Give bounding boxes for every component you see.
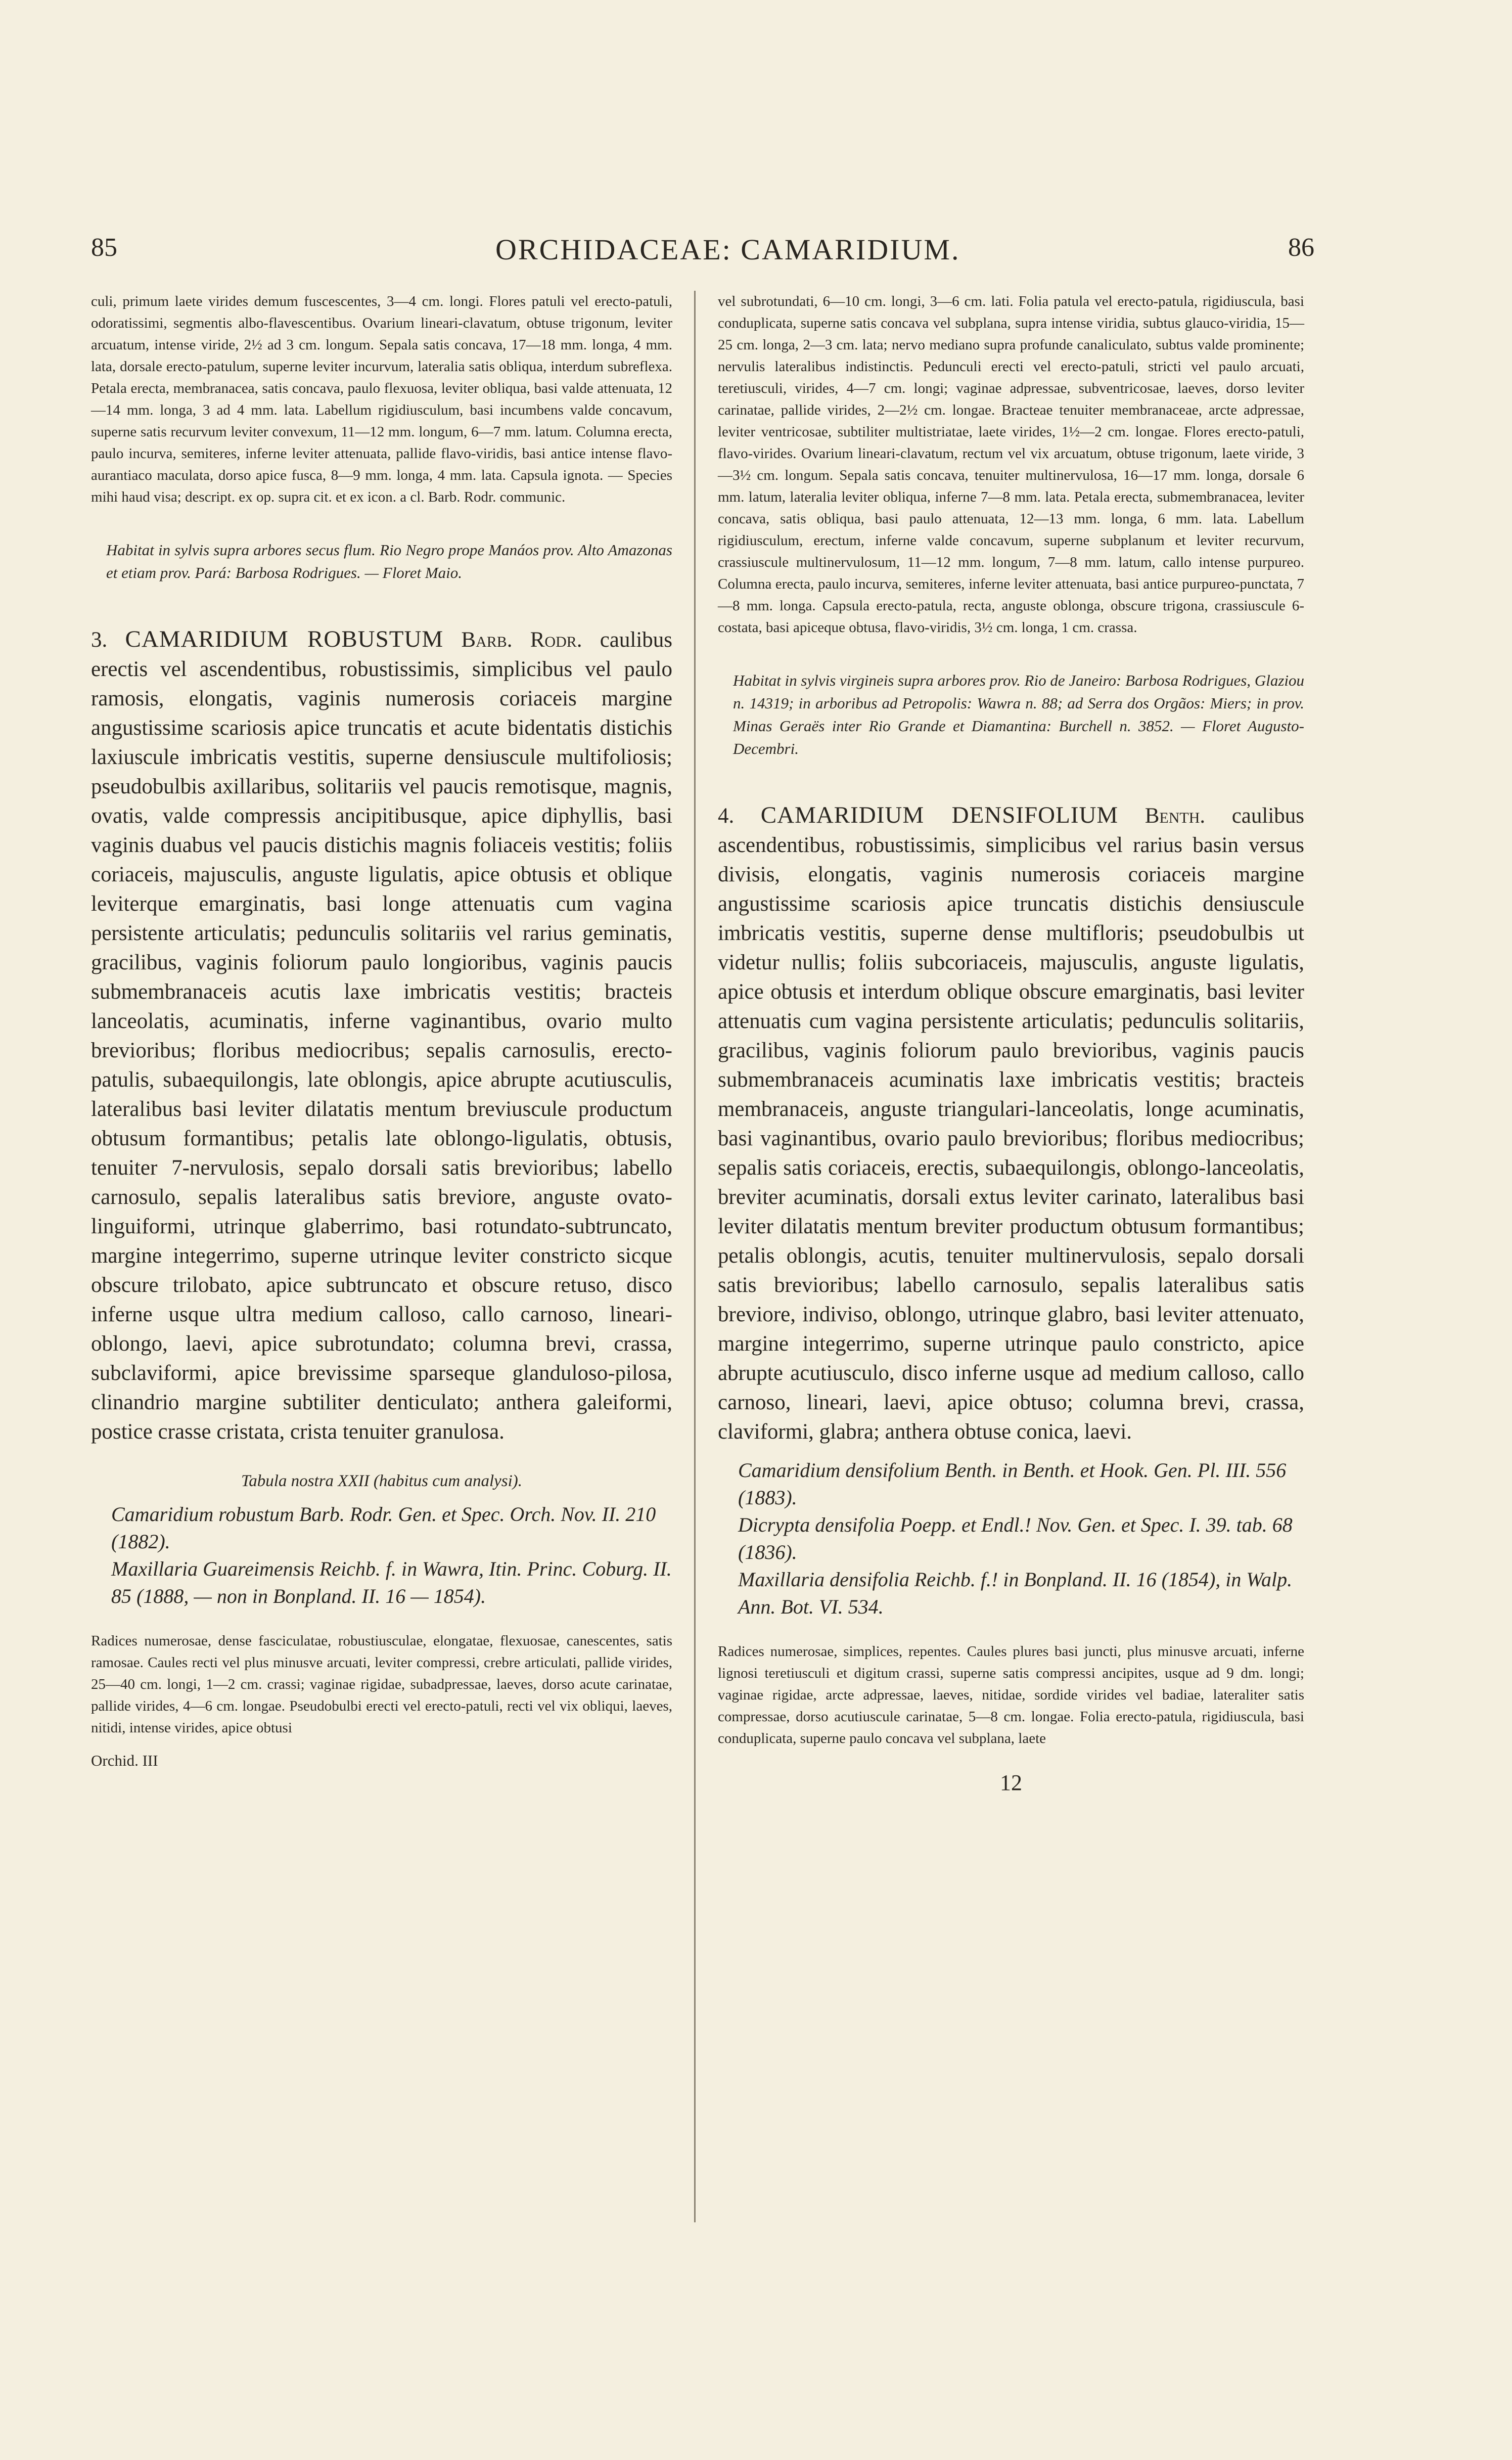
left-page-number: 85 <box>91 233 117 262</box>
page-header <box>91 233 1314 278</box>
habitat-note: Habitat in sylvis supra arbores secus flum. Rio Negro prope Manáos prov. Alto Amazonas et etiam prov. Pará: Barbosa Rodrigues. — Floret Maio. <box>106 541 672 582</box>
synonymy <box>718 1457 1304 1621</box>
signature-mark: 12 <box>1000 1770 1022 1795</box>
species-number: 3. <box>91 628 108 652</box>
species-entry <box>91 624 672 1447</box>
plate-reference: Tabula nostra XXII (habitus cum analysi). <box>241 1472 523 1490</box>
synonym: Camaridium densifolium Benth. in Benth. et Hook. Gen. Pl. III. 556 (1883). <box>738 1459 1287 1509</box>
species-name: CAMARIDIUM DENSIFOLIUM <box>760 802 1119 828</box>
species-name: CAMARIDIUM ROBUSTUM <box>125 626 444 652</box>
description-paragraph: vel subrotundati, 6—10 cm. longi, 3—6 cm. lati. Folia patula vel erecto-patula, rigidiuscula, basi conduplicata, superne satis concava vel subplana, supra intense viridia, subtus glauco-viridia, 15—25 cm. longa, 2—3 cm. lata; nervo mediano supra profunde canaliculato, subtus valde prominente; nervulis lateralibus indistinctis. Pedunculi erecti vel erecto-patuli, stricti vel paulo arcuati, teretiusculi, virides, 4—7 cm. longi; vaginae adpressae, subventricosae, laeves, dorso leviter carinatae, pallide virides, 2—2½ cm. longae. Bracteae tenuiter membranaceae, arcte adpressae, leviter ventricosae, subtiliter multistriatae, laete virides, 1½—2 cm. longae. Flores erecto-patuli, flavo-virides. Ovarium lineari-clavatum, rectum vel vix arcuatum, obtuse trigonum, laete viride, 3—3½ cm. longum. Sepala satis concava, tenuiter multinervulosa, 16—17 mm. longa, dorsale 6 mm. latum, lateralia leviter obliqua, inferne 7—8 mm. lata. Petala erecta, submembranacea, leviter concava, satis obliqua, basi paulo attenuata, 12—13 mm. longa, 6 mm. lata. Labellum rigidiusculum, erectum, inferne valde concavum, superne subplanum et leviter recurvum, crassiuscule multinervulosum, 11—12 mm. longum, 7—8 mm. latum, callo intense purpureo. Columna erecta, paulo incurva, semiteres, inferne leviter attenuata, basi antice purpureo-punctata, 7—8 mm. longa. Capsula erecto-patula, recta, anguste oblonga, obscure trigona, crassiuscule 6-costata, basi apiceque obtusa, flavo-viridis, 3½ cm. longa, 1 cm. crassa. <box>718 293 1304 636</box>
species-author: Barb. Rodr. <box>461 628 582 652</box>
right-page-number: 86 <box>1288 233 1314 262</box>
species-diagnosis: caulibus ascendentibus, robustissimis, simplicibus vel rarius basin versus divisis, elongatis, vaginis numerosis coriaceis margine angustissime scariosis apice truncatis distichis densiuscule imbricatis vestitis, superne dense multifloris; pseudobulbis ut videtur nullis; foliis subcoriaceis, majusculis, anguste ligulatis, apice obtusis et interdum oblique obscure emarginatis, basi leviter attenuatis cum vagina persistente articulatis; pedunculis solitariis, gracilibus, vaginis foliorum paulo brevioribus, vaginis paucis submembranaceis acuminatis laxe imbricatis vestitis; bracteis membranaceis, anguste triangulari-lanceolatis, longe acuminatis, basi vaginantibus, ovario paulo brevioribus; floribus mediocribus; sepalis satis coriaceis, erectis, subaequilongis, oblongo-lanceolatis, breviter acuminatis, dorsali extus leviter carinato, lateralibus basi leviter dilatatis mentum breviter productum obtusum formantibus; petalis oblongis, acutis, tenuiter multinervulosis, sepalo dorsali satis brevioribus; labello carnosulo, sepalis lateralibus satis breviore, indiviso, oblongo, utrinque glabro, basi leviter attenuato, margine integerrimo, superne utrinque paulo constricto, apice abrupte acutiusculo, disco inferne usque ad medium calloso, callo carnoso, lineari, laevi, apice obtuso; columna brevi, crassa, claviformi, glabra; anthera obtuse conica, laevi. <box>718 804 1305 1444</box>
synonym: Camaridium robustum Barb. Rodr. Gen. et Spec. Orch. Nov. II. 210 (1882). <box>111 1503 656 1553</box>
species-diagnosis: caulibus erectis vel ascendentibus, robustissimis, simplicibus vel paulo ramosis, elongatis, vaginis numerosis coriaceis margine angustissime scariosis apice truncatis et acute bidentatis distichis laxiuscule imbricatis vestitis, superne densiuscule multifoliosis; pseudobulbis axillaribus, solitariis vel paucis remotisque, magnis, ovatis, valde compressis ancipitibusque, apice diphyllis, basi vaginis duabus vel paucis distichis magnis foliaceis vestitis; foliis coriaceis, majusculis, anguste ligulatis, apice obtusis et oblique leviterque emarginatis, basi longe attenuatis cum vagina persistente articulatis; pedunculis solitariis vel rarius geminatis, gracilibus, vaginis foliorum paulo longioribus, vaginis paucis submembranaceis acutis laxe imbricatis vestitis; bracteis lanceolatis, acuminatis, inferne vaginantibus, ovario multo brevioribus; floribus mediocribus; sepalis carnosulis, erecto-patulis, subaequilongis, late oblongis, apice abrupte acutiusculis, lateralibus basi leviter dilatatis mentum breviuscule productum obtusum formantibus; petalis late oblongo-ligulatis, obtusis, tenuiter 7-nervulosis, sepalo dorsali satis brevioribus; labello carnosulo, sepalis lateralibus satis breviore, anguste ovato-linguiformi, utrinque glaberrimo, basi rotundato-subtruncato, margine integerrimo, superne utrinque leviter constricto sicque obscure trilobato, apice subtruncato et obscure retuso, disco inferne usque ultra medium calloso, callo carnoso, lineari-oblongo, laevi, apice subrotundato; columna brevi, crassa, subclaviformi, apice brevissime sparseque glanduloso-pilosa, clinandrio margine subtiliter denticulato; anthera galeiformi, postice crasse cristata, crista tenuiter granulosa. <box>91 628 673 1444</box>
description-paragraph: Radices numerosae, simplices, repentes. Caules plures basi juncti, plus minusve arcuati, inferne lignosi teretiusculi et digitum crassi, superne satis compressi ancipites, usque ad 9 dm. longi; vaginae rigidae, arcte adpressae, laeves, nitidae, sordide virides vel badiae, lateraliter satis compressae, dorso acutiuscule carinatae, 5—8 cm. longae. Folia erecto-patula, rigidiuscula, basi conduplicata, superne paulo concava vel subplana, laete <box>718 1643 1304 1747</box>
habitat-note: Habitat in sylvis virgineis supra arbores prov. Rio de Janeiro: Barbosa Rodrigues, Glaziou n. 14319; in arboribus ad Petropolis: Wawra n. 88; ad Serra dos Orgãos: Miers; in prov. Minas Geraës inter Rio Grande et Diamantina: Burchell n. 3852. — Floret Augusto-Decembri. <box>733 672 1304 757</box>
species-number: 4. <box>718 804 735 828</box>
synonym: Dicrypta densifolia Poepp. et Endl.! Nov. Gen. et Spec. I. 39. tab. 68 (1836). <box>738 1513 1293 1563</box>
description-paragraph: culi, primum laete virides demum fuscescentes, 3—4 cm. longi. Flores patuli vel erecto-patuli, odoratissimi, segmentis albo-flavescentibus. Ovarium lineari-clavatum, obtuse trigonum, leviter arcuatum, intense viride, 2½ ad 3 cm. longum. Sepala satis concava, 17—18 mm. longa, 4 mm. lata, dorsale erecto-patulum, superne leviter incurvum, lateralia satis obliqua, interdum subreflexa. Petala erecta, membranacea, satis concava, paulo flexuosa, leviter obliqua, basi valde attenuata, 12—14 mm. longa, 3 ad 4 mm. lata. Labellum rigidiusculum, basi incumbens valde concavum, superne satis recurvum leviter convexum, 11—12 mm. longum, 6—7 mm. latum. Columna erecta, paulo incurva, semiteres, inferne leviter attenuata, pallide flavo-viridis, basi antice intense flavo-aurantiaco maculata, dorso apice fusca, 8—9 mm. longa, 4 mm. lata. Capsula ignota. — Species mihi haud visa; descript. ex op. supra cit. et ex icon. a cl. Barb. Rodr. communic. <box>91 293 672 505</box>
synonym: Maxillaria Guareimensis Reichb. f. in Wawra, Itin. Princ. Coburg. II. 85 (1888, — non in Bonpland. II. 16 — 1854). <box>111 1557 672 1607</box>
footer-label: Orchid. III <box>91 1752 158 1769</box>
synonymy <box>91 1501 672 1610</box>
column-divider <box>694 291 696 2222</box>
right-column <box>718 291 1304 1796</box>
left-column <box>91 291 672 1770</box>
species-entry <box>718 800 1304 1447</box>
description-paragraph: Radices numerosae, dense fasciculatae, robustiusculae, elongatae, flexuosae, canescentes, satis ramosae. Caules recti vel plus minusve arcuati, leviter compressi, crebre articulati, pallide virides, 25—40 cm. longi, 1—2 cm. crassi; vaginae rigidae, subadpressae, laeves, dorso acute carinatae, pallide virides, 4—6 cm. longae. Pseudobulbi erecti vel erecto-patuli, recti vel vix obliqui, laeves, nitidi, intense virides, apice obtusi <box>91 1633 672 1736</box>
synonym: Maxillaria densifolia Reichb. f.! in Bonpland. II. 16 (1854), in Walp. Ann. Bot. VI. 534. <box>738 1568 1293 1618</box>
running-title: ORCHIDACEAE: CAMARIDIUM. <box>495 233 960 266</box>
species-author: Benth. <box>1144 804 1206 828</box>
